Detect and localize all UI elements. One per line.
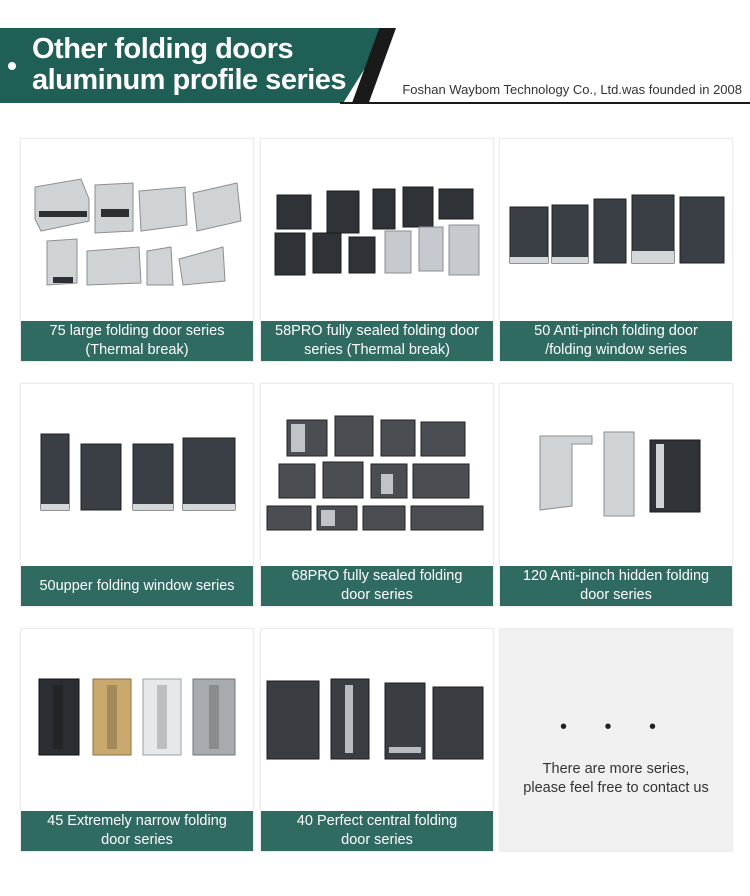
product-card-50upper[interactable] [20, 383, 254, 607]
header [0, 0, 750, 110]
product-caption: 68PRO fully sealed folding door series [261, 566, 493, 606]
product-card-75[interactable] [20, 138, 254, 362]
product-image [261, 139, 493, 321]
product-card-68pro[interactable] [260, 383, 494, 607]
product-caption: 120 Anti-pinch hidden folding door series [500, 566, 732, 606]
product-card-120-anti-pinch[interactable] [499, 383, 733, 607]
product-image [261, 384, 493, 566]
product-image [21, 629, 253, 811]
more-series-card [499, 628, 733, 852]
product-image [21, 384, 253, 566]
product-image [500, 384, 732, 566]
product-card-50-anti-pinch[interactable] [499, 138, 733, 362]
product-caption: 75 large folding door series (Thermal break) [21, 321, 253, 361]
product-image [21, 139, 253, 321]
contact-text: There are more series, please feel free to contact us [523, 761, 709, 796]
bullet-icon [8, 62, 16, 70]
product-card-45-narrow[interactable] [20, 628, 254, 852]
product-image [261, 629, 493, 811]
title-line-2: aluminum profile series [32, 64, 347, 96]
product-caption: 40 Perfect central folding door series [261, 811, 493, 851]
title-line-1: Other folding doors [32, 33, 294, 65]
header-divider [340, 102, 750, 104]
product-card-40-central[interactable] [260, 628, 494, 852]
company-tagline: Foshan Waybom Technology Co., Ltd.was founded in 2008 [402, 82, 742, 97]
product-card-58pro[interactable] [260, 138, 494, 362]
product-caption: 45 Extremely narrow folding door series [21, 811, 253, 851]
product-caption: 50upper folding window series [21, 566, 253, 606]
product-caption: 50 Anti-pinch folding door /folding window series [500, 321, 732, 361]
product-caption: 58PRO fully sealed folding door series (Thermal break) [261, 321, 493, 361]
ellipsis-icon: • • • [559, 716, 673, 738]
page-title [32, 34, 346, 96]
product-image [500, 139, 732, 321]
